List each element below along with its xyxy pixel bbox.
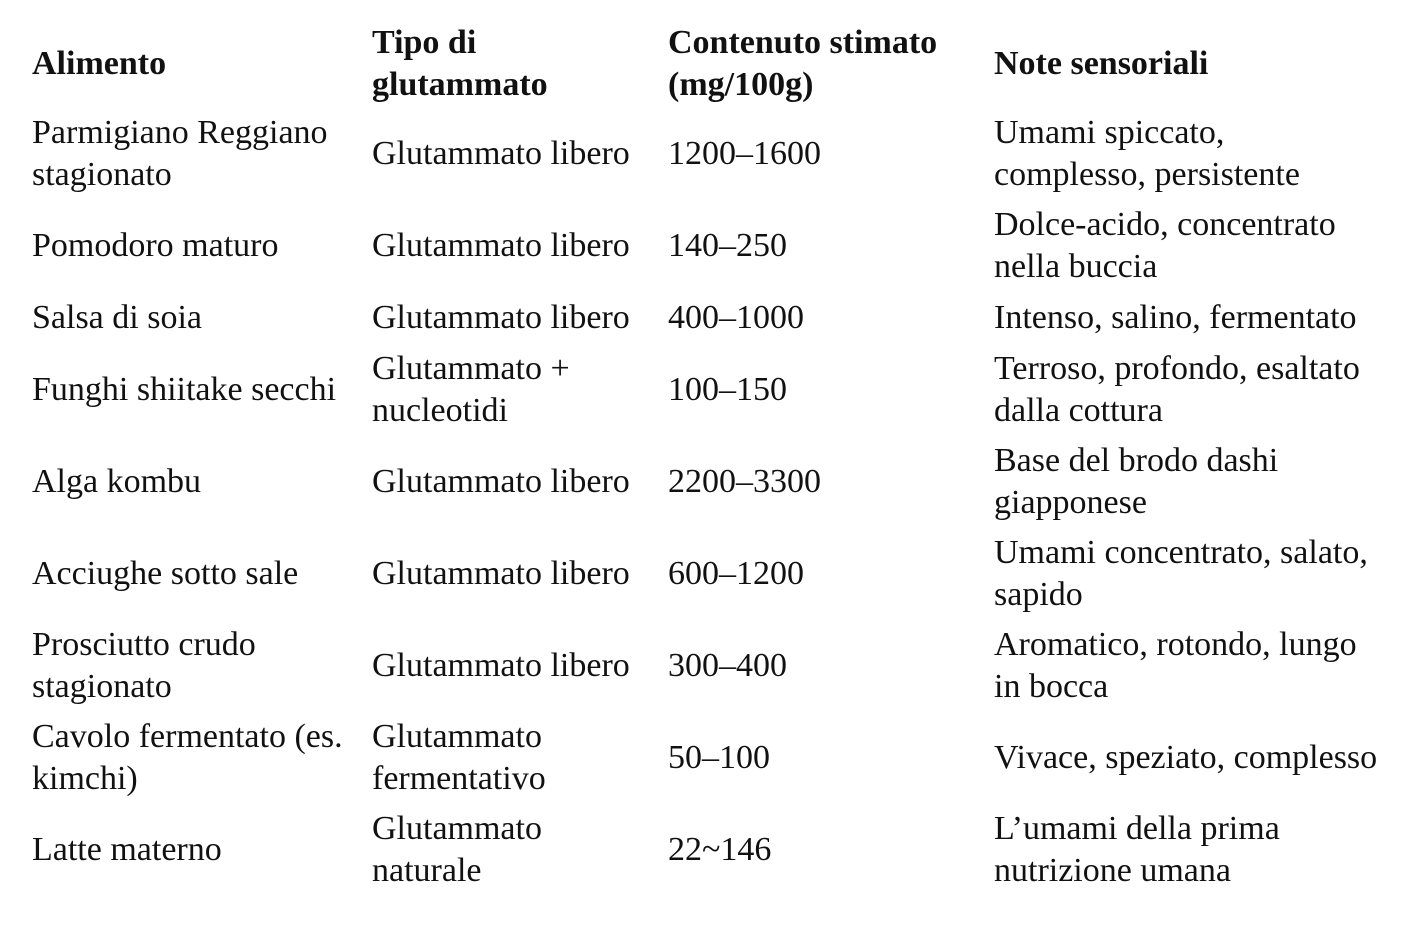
cell-contenuto: 600–1200 [668,555,804,592]
cell-note: Base del brodo dashi giapponese [994,442,1279,521]
table-row [22,712,1394,804]
cell-contenuto: 50–100 [668,739,770,776]
cell-note: Terroso, profondo, esaltato dalla cottura [994,350,1360,429]
header-note-sensoriali: Note sensoriali [994,45,1209,82]
cell-note: Dolce-acido, concentrato nella buccia [994,206,1336,285]
cell-tipo: Glutammato + nucleotidi [372,350,570,429]
cell-tipo: Glutammato libero [372,135,630,172]
table-row [22,804,1394,896]
cell-contenuto: 2200–3300 [668,463,821,500]
cell-note: L’umami della prima nutrizione umana [994,810,1280,889]
cell-alimento: Pomodoro maturo [32,227,279,264]
header-alimento: Alimento [32,45,167,82]
cell-note: Vivace, speziato, complesso [994,739,1378,776]
cell-alimento: Parmigiano Reggiano stagionato [32,114,328,193]
cell-alimento: Cavolo fermentato (es. kimchi) [32,718,343,797]
cell-alimento: Prosciutto crudo stagionato [32,626,256,705]
glutamate-table [22,20,1394,896]
cell-contenuto: 140–250 [668,227,787,264]
cell-tipo: Glutammato naturale [372,810,542,889]
cell-alimento: Latte materno [32,831,222,868]
table-row [22,436,1394,528]
cell-contenuto: 1200–1600 [668,135,821,172]
table-header-row [22,20,1394,108]
cell-tipo: Glutammato libero [372,227,630,264]
table-row [22,108,1394,200]
cell-contenuto: 400–1000 [668,299,804,336]
cell-tipo: Glutammato libero [372,647,630,684]
cell-tipo: Glutammato libero [372,555,630,592]
table-row [22,620,1394,712]
cell-alimento: Salsa di soia [32,299,202,336]
table-row [22,292,1394,344]
cell-note: Intenso, salino, fermentato [994,299,1357,336]
document-page [22,20,1394,896]
cell-tipo: Glutammato fermentativo [372,718,546,797]
cell-tipo: Glutammato libero [372,299,630,336]
table-row [22,344,1394,436]
cell-note: Aromatico, rotondo, lungo in bocca [994,626,1357,705]
cell-note: Umami concentrato, salato, sapido [994,534,1368,613]
cell-contenuto: 100–150 [668,371,787,408]
cell-alimento: Acciughe sotto sale [32,555,299,592]
table-row [22,528,1394,620]
cell-contenuto: 22~146 [668,831,772,868]
cell-contenuto: 300–400 [668,647,787,684]
header-contenuto-stimato: Contenuto stimato (mg/100g) [668,24,938,103]
cell-note: Umami spiccato, complesso, persistente [994,114,1300,193]
header-tipo-di-glutammato: Tipo di glutammato [372,24,548,103]
cell-alimento: Funghi shiitake secchi [32,371,337,408]
cell-alimento: Alga kombu [32,463,202,500]
cell-tipo: Glutammato libero [372,463,630,500]
table-row [22,200,1394,292]
